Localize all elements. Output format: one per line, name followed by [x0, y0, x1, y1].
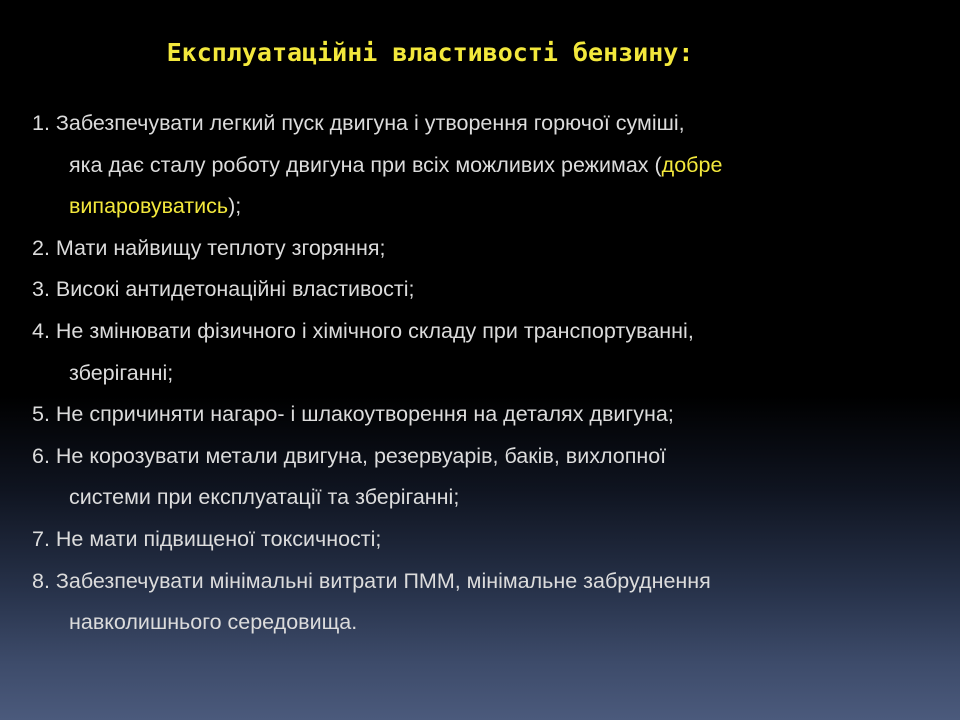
item-1-highlight-2: випаровуватись [69, 194, 229, 219]
item-7-line-1: 7. Не мати підвищеної токсичності; [32, 526, 382, 551]
item-2-line-1: 2. Мати найвищу теплоту згоряння; [32, 235, 386, 260]
item-4-line-2: зберіганні; [69, 360, 174, 385]
item-1-line-3 [32, 186, 932, 228]
item-8-line-1: 8. Забезпечувати мінімальні витрати ПММ, мінімальне забруднення [32, 568, 711, 593]
item-1-highlight-1: добре [661, 152, 723, 177]
item-1-line-1: 1. Забезпечувати легкий пуск двигуна і утворення горючої суміші, [32, 111, 685, 135]
item-1-line-3-text: ); [228, 194, 242, 219]
item-6-line-1: 6. Не корозувати метали двигуна, резервуарів, баків, вихлопної [32, 443, 667, 468]
item-5-line-1: 5. Не спричиняти нагаро- і шлакоутворення на деталях двигуна; [32, 402, 674, 427]
properties-list [32, 103, 932, 644]
item-8-line-2: навколишнього середовища. [69, 610, 358, 635]
slide-title: Експлуатаційні властивості бензину: [166, 38, 694, 67]
item-3-line-1: 3. Високі антидетонаційні властивості; [32, 277, 415, 302]
item-4-line-1: 4. Не змінювати фізичного і хімічного складу при транспортуванні, [32, 318, 694, 343]
item-1-line-2 [32, 145, 932, 187]
item-6-line-2: системи при експлуатації та зберіганні; [69, 485, 460, 510]
item-1-line-2-text: яка дає сталу роботу двигуна при всіх можливих режимах ( [69, 152, 662, 177]
